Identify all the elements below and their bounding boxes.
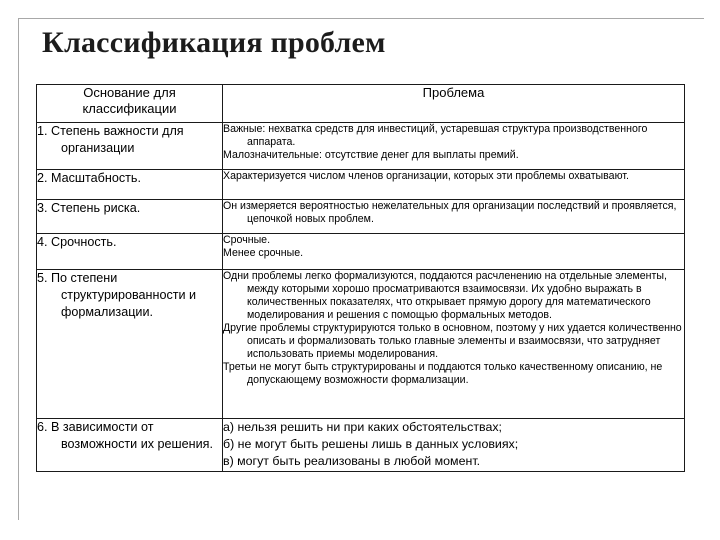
problem-cell (223, 234, 685, 270)
basis-cell (37, 419, 223, 472)
problem-text: Характеризуется числом членов организации, которых эти проблемы охватывают. (223, 170, 629, 182)
problem-cell (223, 419, 685, 472)
problem-text: Другие проблемы структурируются только в основном, поэтому у них удается количественно описать и формализовать только главные элементы и взаимосвязи, что затрудняет использовать приемы моделирования. (223, 322, 682, 360)
table-row (37, 200, 685, 234)
problem-text: Менее срочные. (223, 247, 304, 259)
basis-text: 3. Степень риска. (37, 201, 141, 215)
basis-text: 5. По степени структурированности и формализации. (37, 271, 197, 319)
basis-cell (37, 270, 223, 419)
problem-cell (223, 270, 685, 419)
basis-text: 1. Степень важности для организации (37, 124, 184, 155)
problem-text: б) не могут быть решены лишь в данных условиях; (223, 437, 519, 451)
problem-text: Важные: нехватка средств для инвестиций, устаревшая структура производственного аппарата. (223, 123, 648, 148)
problem-text: Срочные. (223, 234, 271, 246)
table-row (37, 234, 685, 270)
problem-text: Малозначительные: отсутствие денег для выплаты премий. (223, 149, 519, 161)
table-header-row (37, 85, 685, 123)
basis-cell (37, 234, 223, 270)
problem-text: Он измеряется вероятностью нежелательных для организации последствий и проявляется, цепочкой новых проблем. (223, 200, 677, 225)
basis-text: 2. Масштабность. (37, 171, 141, 185)
table-row (37, 270, 685, 419)
header-basis: Основание для классификации (37, 85, 223, 123)
problem-cell (223, 123, 685, 170)
classification-table (36, 84, 685, 472)
slide-frame-left-border (18, 18, 19, 520)
table-row (37, 123, 685, 170)
problem-text: Третьи не могут быть структурированы и поддаются только качественному описанию, не допускающему возможности формализации. (223, 361, 663, 386)
basis-text: 4. Срочность. (37, 235, 117, 249)
problem-text: Одни проблемы легко формализуются, поддаются расчленению на отдельные элементы, между которыми хорошо просматриваются взаимосвязи. Их удобно выражать в количественных показателях, что открывает прямую дорогу для математического моделирования и решения с помощью формальных методов. (223, 270, 667, 321)
problem-cell (223, 200, 685, 234)
slide-frame-top-border (18, 18, 704, 19)
basis-text: 6. В зависимости от возможности их решения. (37, 420, 213, 451)
problem-cell (223, 170, 685, 200)
slide-title: Классификация проблем (42, 26, 386, 59)
problem-text: в) могут быть реализованы в любой момент. (223, 454, 481, 468)
basis-cell (37, 170, 223, 200)
basis-cell (37, 200, 223, 234)
basis-cell (37, 123, 223, 170)
header-problem: Проблема (223, 85, 685, 123)
table-row (37, 419, 685, 472)
problem-text: а) нельзя решить ни при каких обстоятельствах; (223, 420, 502, 434)
table-row (37, 170, 685, 200)
